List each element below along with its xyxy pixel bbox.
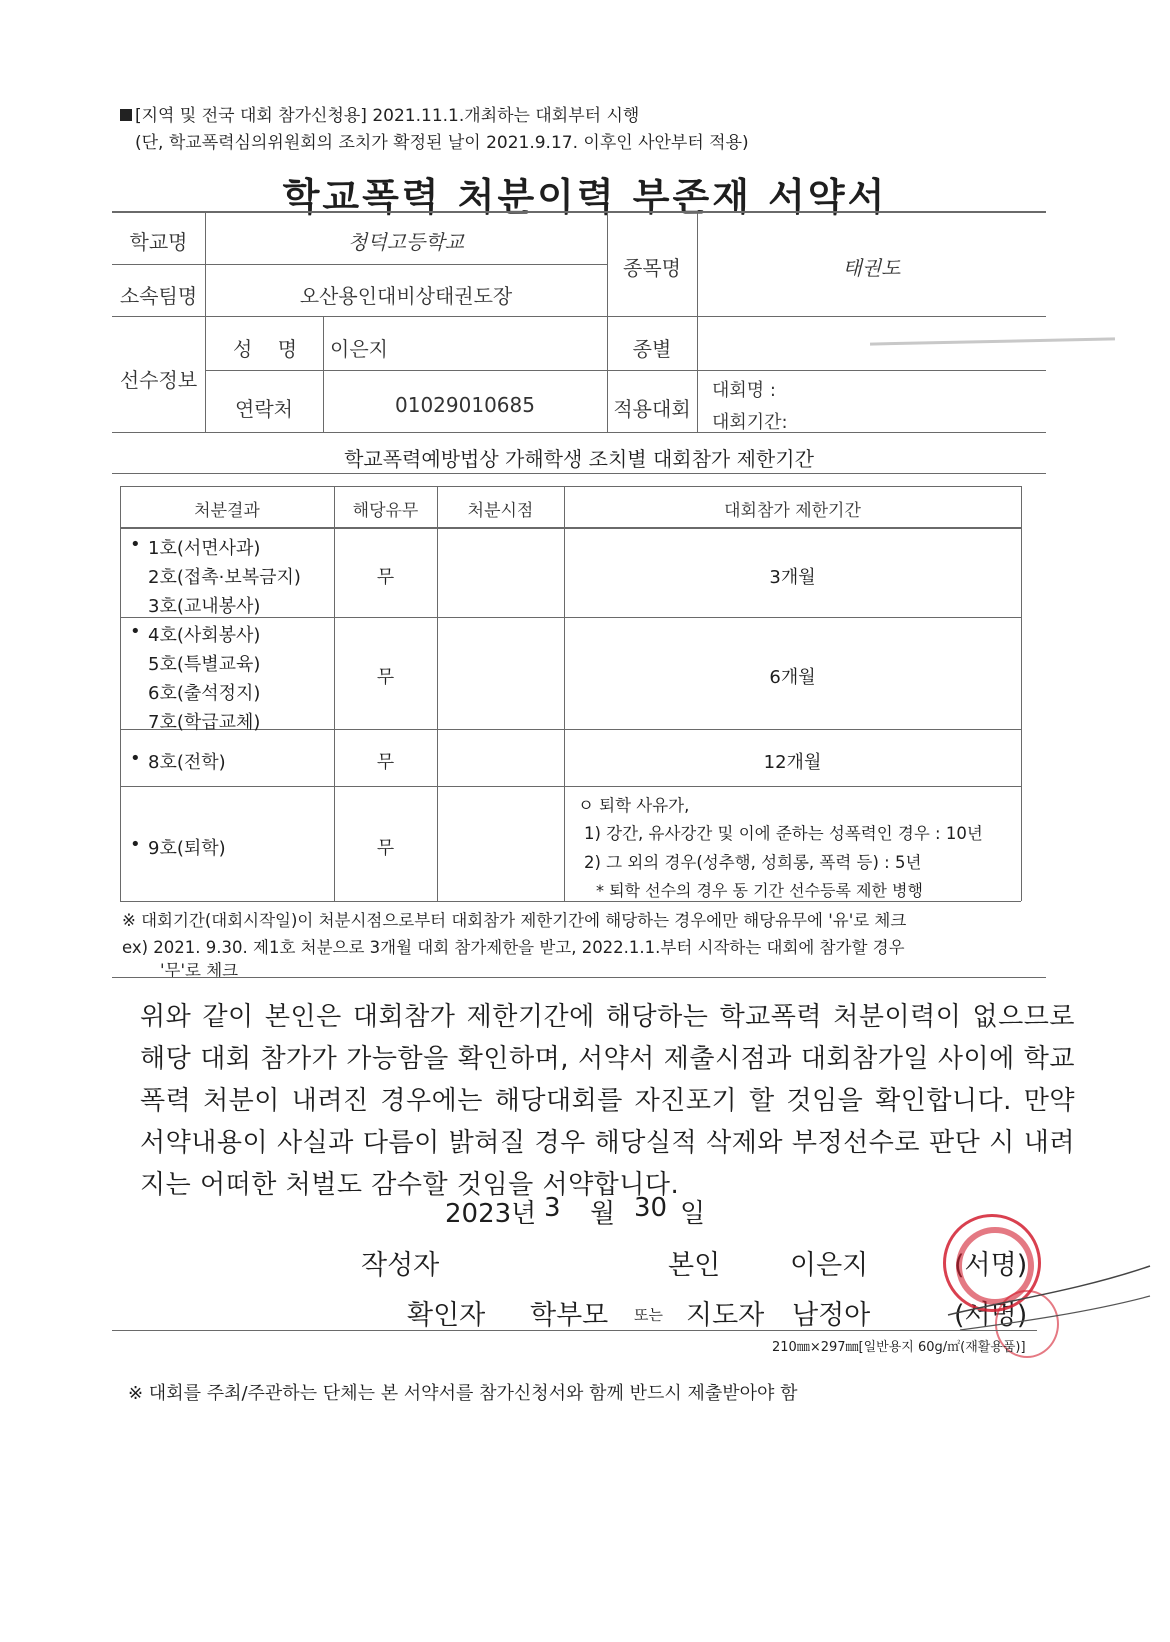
gender-label: 종별 [632,337,672,361]
row2-item-2: 5호(특별교육) [148,654,261,675]
contact-value: 01029010685 [395,393,535,417]
row1-item-2: 2호(접촉·보복금지) [148,567,301,588]
row2-item-4: 7호(학급교체) [148,712,261,733]
row1-applicable: 무 [376,567,395,588]
row2-applicable: 무 [376,667,395,688]
signature-bottom-line [112,1330,1037,1331]
table-header-disposition: 처분결과 [194,501,260,521]
info-line-3 [205,370,1046,371]
header-line-2: (단, 학교폭력심의위원회의 조치가 확정된 날이 2021.9.17. 이후인 사안부터 적용) [135,133,749,153]
name-value: 이은지 [330,337,388,361]
info-bottom-border [112,432,1046,433]
row4-period-line-4: * 퇴학 선수의 경우 동 기간 선수등록 제한 병행 [596,881,923,900]
paper-spec: 210㎜×297㎜[일반용지 60g/㎡(재활용품)] [772,1340,1026,1355]
date-day-unit: 일 [680,1199,706,1229]
info-line-2 [112,316,1046,317]
pledge-text: 위와 같이 본인은 대회참가 제한기간에 해당하는 학교폭력 처분이력이 없으므로 해당 대회 참가가 가능함을 확인하며, 서약서 제출시점과 대회참가일 사이에 학교폭력 처분이 내려진 경우에는 해당대회를 자진포기 할 것임을 확인합니다. 만약 서약내용이 사실과 다름이 밝혀질 경우 해당실적 삭제와 부정선수로 판단 시 내려지는 어떠한 처벌도 감수할 것임을 서약합니다. [140,1002,1075,1200]
team-label: 소속팀명 [119,284,198,308]
sport-label: 종목명 [623,256,681,280]
note-2: ex) 2021. 9.30. 제1호 처분으로 3개월 대회 참가제한을 받고, 2022.1.1.부터 시작하는 대회에 참가할 경우 [122,938,905,957]
school-label: 학교명 [129,230,188,254]
row1-item-1: 1호(서면사과) [148,538,261,559]
table-col-3-divider [564,486,565,901]
row2-item-1: 4호(사회봉사) [148,625,261,646]
sport-value: 태권도 [842,256,901,280]
table-col-2-divider [437,486,438,901]
parent-label: 학부모 [530,1300,609,1331]
date-day: 30 [634,1193,668,1223]
bullet-icon: • [130,834,141,855]
header-line-1 [120,101,639,126]
row2-period: 6개월 [769,667,816,688]
coach-name: 남정아 [792,1300,871,1331]
row4-period-line-3: 2) 그 외의 경우(성추행, 성희롱, 폭력 등) : 5년 [584,853,922,872]
footer-note: ※ 대회를 주최/주관하는 단체는 본 서약서를 참가신청서와 함께 반드시 제출받아야 함 [128,1383,798,1404]
info-divider-mid-right [697,211,698,432]
bullet-icon: • [130,621,141,642]
section-title: 학교폭력예방법상 가해학생 조치별 대회참가 제한기간 [344,447,814,471]
row1-period: 3개월 [769,567,816,588]
writer-sign: (서명) [954,1250,1028,1281]
row4-period-line-2: 1) 강간, 유사강간 및 이에 준하는 성폭력인 경우 : 10년 [584,824,983,843]
row2-item-3: 6호(출석정지) [148,683,261,704]
bullet-icon: • [130,534,141,555]
table-header-time: 처분시점 [467,501,534,521]
header-line-1-text: [지역 및 전국 대회 참가신청용] 2021.11.1.개최하는 대회부터 시행 [135,106,640,126]
row3-applicable: 무 [376,752,395,773]
square-bullet-icon [120,109,132,121]
notes-bottom-line [112,977,1046,978]
date-year: 2023년 [445,1199,537,1229]
writer-name: 이은지 [790,1250,869,1281]
row3-item-1: 8호(전학) [148,752,226,773]
or-label: 또는 [634,1306,663,1324]
event-name-label: 대회명 : [712,380,776,401]
event-label: 적용대회 [613,397,691,421]
row1-item-3: 3호(교내봉사) [148,596,261,617]
row4-period-line-1: ㅇ 퇴학 사유가, [578,796,690,815]
name-label: 성 명 [233,337,298,361]
row4-applicable: 무 [376,838,395,859]
self-label: 본인 [668,1250,721,1281]
athlete-info-label: 선수정보 [119,368,198,392]
note-1: ※ 대회기간(대회시작일)이 처분시점으로부터 대회참가 제한기간에 해당하는 경우에만 해당유무에 '유'로 체크 [122,911,907,930]
table-header-period: 대회참가 제한기간 [724,501,861,521]
info-line-1 [112,264,607,265]
section-title-underline [112,473,1046,474]
table-top-border [120,486,1021,487]
confirmer-label: 확인자 [407,1300,486,1331]
event-period-label: 대회기간: [712,412,788,433]
contact-label: 연락처 [235,397,293,421]
coach-label: 지도자 [686,1300,765,1331]
info-top-border [112,211,1046,213]
table-row-3-bottom [120,786,1021,787]
confirmer-sign: (서명) [954,1300,1028,1331]
document-title: 학교폭력 처분이력 부존재 서약서 [282,175,888,219]
team-value: 오산용인대비상태권도장 [299,284,513,308]
school-value: 청덕고등학교 [348,230,464,254]
table-left-border [120,486,121,901]
writer-label: 작성자 [361,1250,440,1281]
row4-item-1: 9호(퇴학) [148,838,226,859]
table-header-applicable: 해당유무 [352,501,419,521]
date-month: 3 [544,1193,561,1223]
table-bottom-border [120,901,1021,902]
note-3: '무'로 체크 [160,961,239,980]
table-right-border [1021,486,1022,901]
gender-redaction-line [870,337,1115,345]
row3-period: 12개월 [763,752,822,773]
date-month-unit: 월 [590,1199,616,1229]
bullet-icon: • [130,748,141,769]
table-header-bottom [120,527,1021,529]
